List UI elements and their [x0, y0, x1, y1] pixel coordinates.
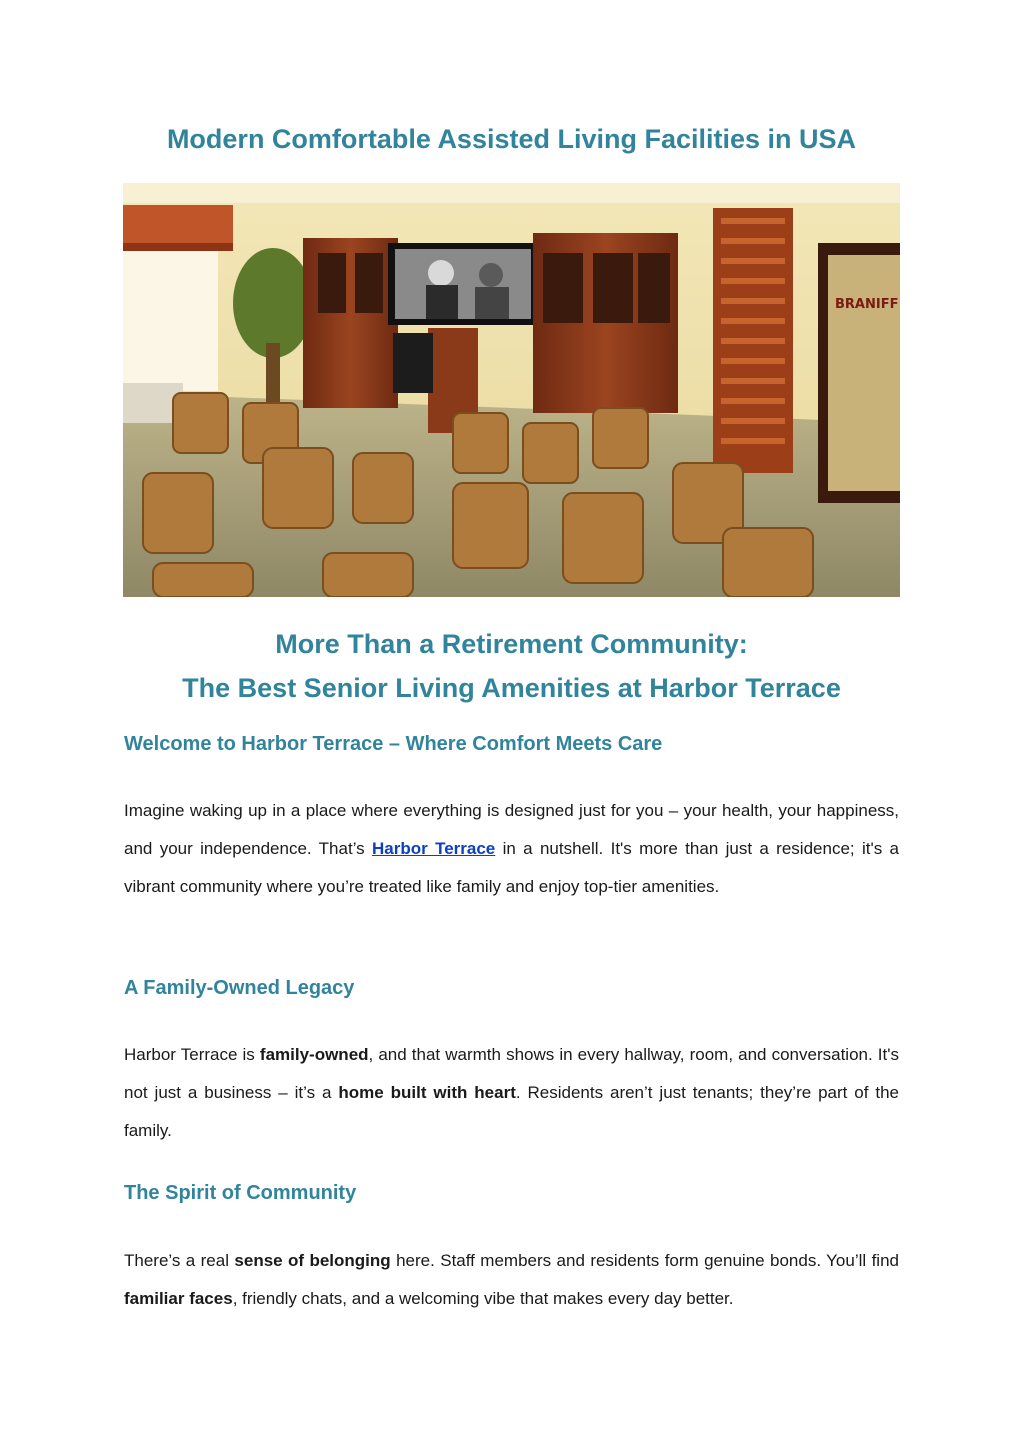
spirit-text-1: There’s a real	[124, 1251, 235, 1270]
legacy-heading: A Family-Owned Legacy	[124, 977, 355, 999]
legacy-bold-2: home built with heart	[338, 1083, 516, 1102]
legacy-bold-1: family-owned	[259, 1045, 369, 1064]
spirit-text-2: here. Staff members and residents form genuine bonds. You’ll find	[390, 1251, 899, 1270]
spirit-bold-1: sense of belonging	[234, 1251, 391, 1270]
legacy-text-2: , and that warmth shows in every hallway, room, and conversation. It's not just a business – it’s a	[124, 1045, 899, 1102]
section-title	[0, 622, 1023, 710]
page-title: Modern Comfortable Assisted Living Facilities in USA	[166, 124, 857, 154]
harbor-terrace-link[interactable]: Harbor Terrace	[372, 839, 496, 858]
section-title-line1: More Than a Retirement Community:	[275, 629, 748, 659]
section-title-line2: The Best Senior Living Amenities at Harbor Terrace	[182, 673, 841, 703]
legacy-text-1: Harbor Terrace is	[124, 1045, 260, 1064]
legacy-text-3: . Residents aren’t just tenants; they’re part of the family.	[124, 1083, 900, 1140]
welcome-paragraph	[124, 792, 899, 906]
spirit-heading: The Spirit of Community	[124, 1182, 357, 1204]
welcome-heading: Welcome to Harbor Terrace – Where Comfort Meets Care	[124, 733, 663, 755]
hero-image	[123, 183, 900, 597]
welcome-text-end: in a nutshell. It's more than just a residence; it's a vibrant community where you’re treated like family and enjoy top-tier amenities.	[124, 839, 899, 896]
spirit-paragraph	[124, 1242, 899, 1318]
legacy-paragraph	[124, 1036, 899, 1150]
spirit-text-3: , friendly chats, and a welcoming vibe that makes every day better.	[232, 1289, 734, 1308]
spirit-bold-2: familiar faces	[124, 1289, 233, 1308]
poster-text: BRANIFF	[835, 297, 899, 312]
welcome-text-start: Imagine waking up in a place where everything is designed just for you – your health, your happiness, and your independence. That’s	[124, 801, 899, 858]
